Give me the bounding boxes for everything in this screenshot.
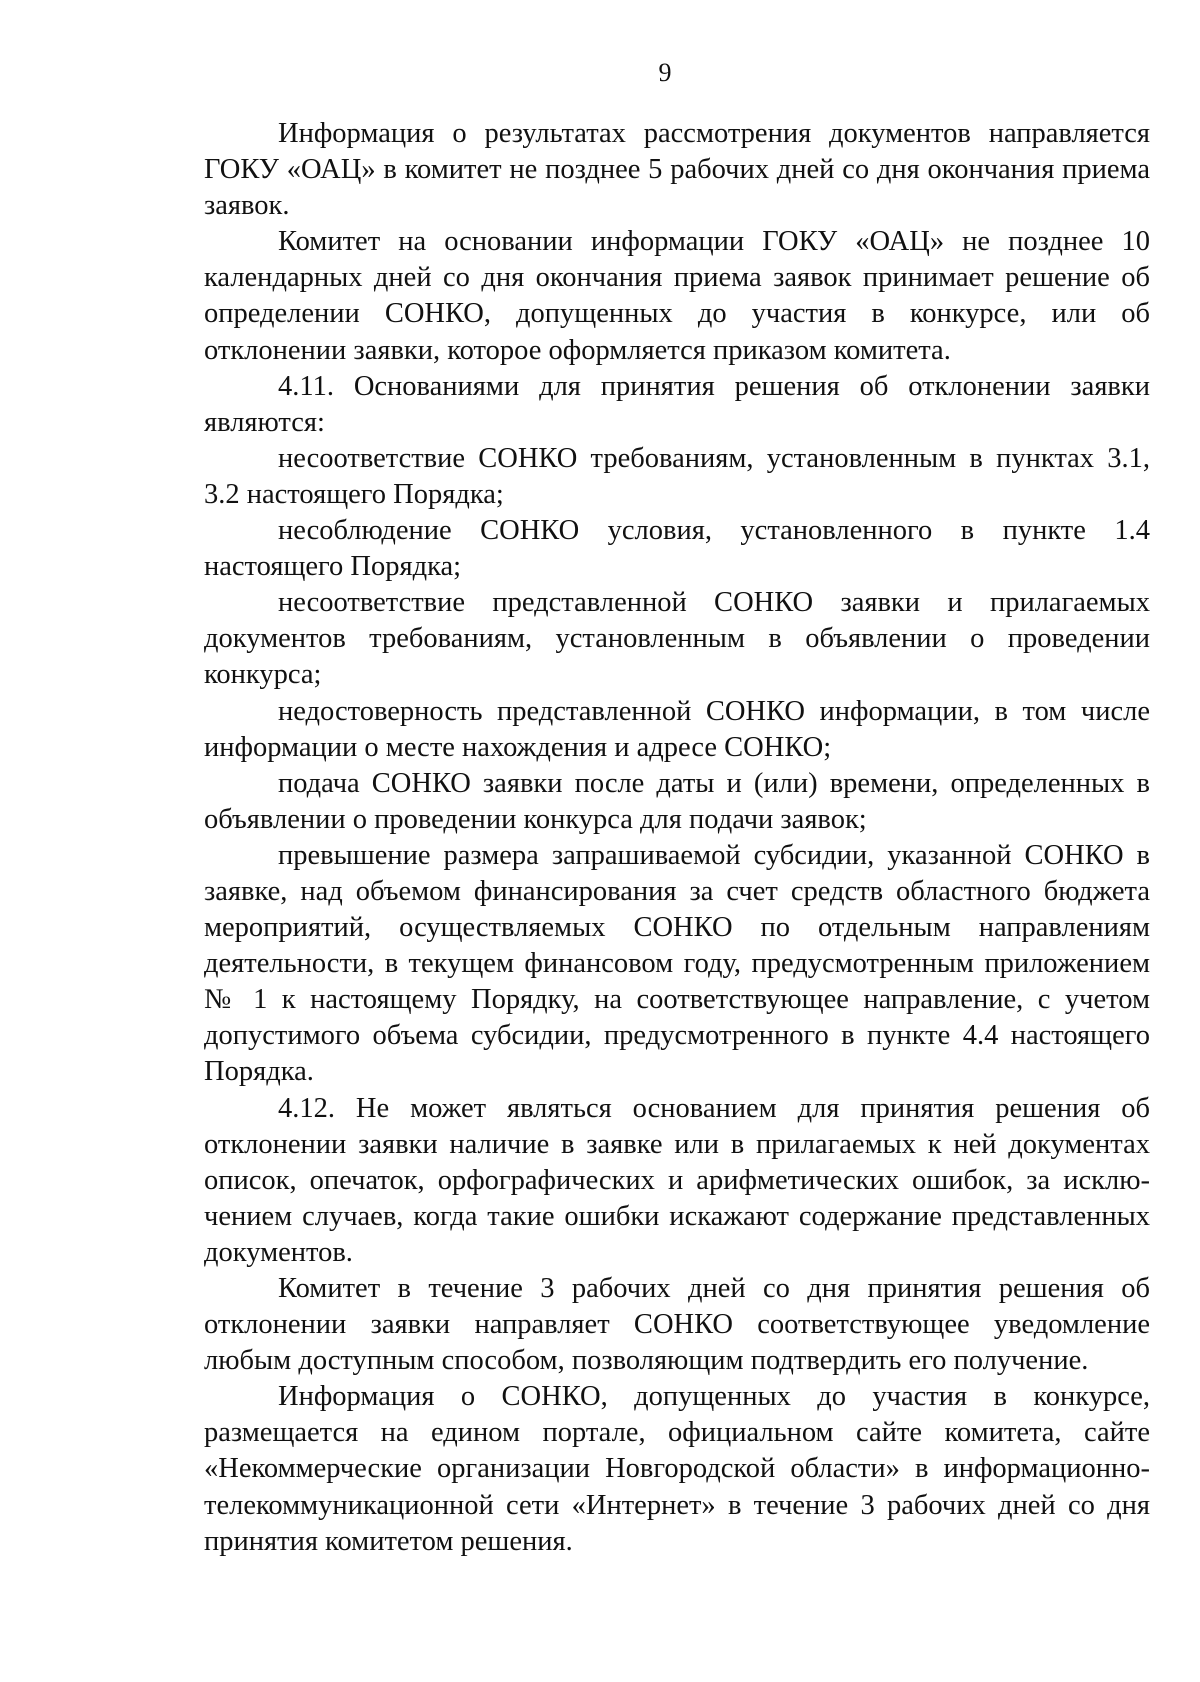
paragraph-rejection-notice: Комитет в течение 3 рабочих дней со дня принятия решения об отклонении заявки направляет СОНКО соответствующее уведомление любым доступным способом, позволяющим подтвердить его получение. bbox=[204, 1273, 1150, 1377]
paragraph-4-11-heading: 4.11. Основаниями для принятия решения об отклонении заявки являются: bbox=[204, 370, 1150, 438]
paragraph-rejection-reason-5: подача СОНКО заявки после даты и (или) времени, определенных в объявлении о проведении конкурса для подачи заявок; bbox=[204, 767, 1150, 835]
paragraph-committee-decision: Комитет на основании информации ГОКУ «ОАЦ» не позднее 10 календарных дней со дня окончания приема заявок принимает решение об определении СОНКО, допущенных до участия в конкурсе, или об отклонении заявки, которое оформляется приказом комитета. bbox=[204, 226, 1150, 366]
paragraph-publication: Информация о СОНКО, допущенных до участия в конкурсе, размещается на едином портале, официальном сайте комитета, сайте «Некоммерческие организации Новгородской области» в информационно-телекоммуникационной сети «Интернет» в течение 3 рабочих дней со дня принятия комитетом решения. bbox=[204, 1381, 1150, 1557]
page-number: 9 bbox=[658, 58, 672, 87]
paragraph-rejection-reason-4: недостоверность представленной СОНКО информации, в том числе информации о месте нахождения и адресе СОНКО; bbox=[204, 695, 1150, 763]
paragraph-4-12: 4.12. Не может являться основанием для принятия решения об отклонении заявки наличие в заявке или в прилагаемых к ней документах описок, опечаток, орфографических и арифметических ошибок, за исключением случаев, когда такие ошибки искажают содержание представленных документов. bbox=[204, 1092, 1150, 1268]
document-body bbox=[204, 116, 1150, 1560]
paragraph-rejection-reason-6: превышение размера запрашиваемой субсидии, указанной СОНКО в заявке, над объемом финансирования за счет средств областного бюджета мероприятий, осуществляемых СОНКО по отдельным направлениям деятельности, в текущем финансовом году, предусмотренным приложением № 1 к настоящему Порядку, на соответствующее направление, с учетом допустимого объема субсидии, предусмотренного в пункте 4.4 настоящего Порядка. bbox=[204, 839, 1150, 1088]
paragraph-rejection-reason-2: несоблюдение СОНКО условия, установленного в пункте 1.4 настоящего Порядка; bbox=[204, 515, 1150, 583]
paragraph-review-results: Информация о результатах рассмотрения документов направляется ГОКУ «ОАЦ» в комитет не позднее 5 рабочих дней со дня окончания приема заявок. bbox=[204, 118, 1150, 222]
paragraph-rejection-reason-3: несоответствие представленной СОНКО заявки и прилагаемых документов требованиям, установленным в объявлении о проведении конкурса; bbox=[204, 587, 1150, 691]
paragraph-rejection-reason-1: несоответствие СОНКО требованиям, установленным в пунктах 3.1, 3.2 настоящего Порядка; bbox=[204, 442, 1150, 510]
